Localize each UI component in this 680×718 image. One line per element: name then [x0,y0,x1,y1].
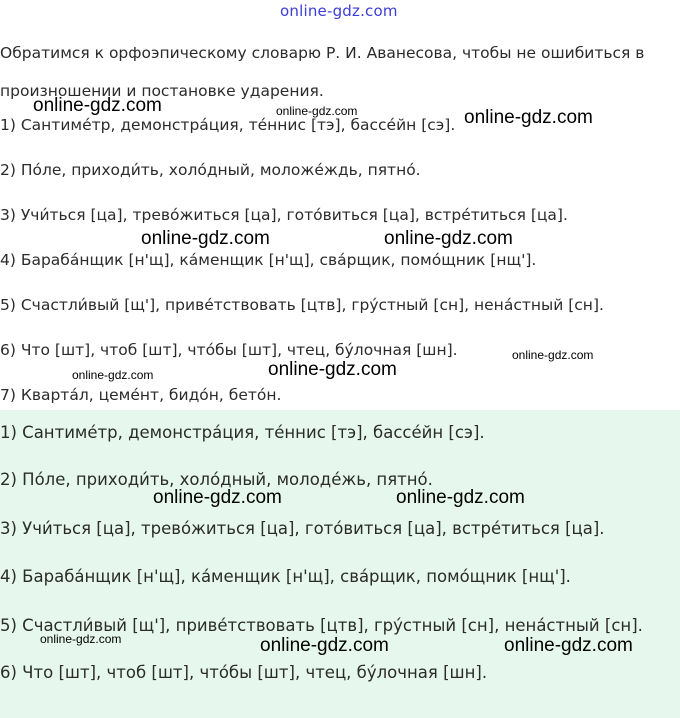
watermark: online-gdz.com [464,107,593,128]
site-header-link[interactable]: online-gdz.com [280,2,398,20]
answer-line-2: 2) По́ле, приходи́ть, холо́дный, молоде́жь, пятно́. [0,470,433,489]
watermark: online-gdz.com [40,632,122,646]
answer-line-1: 1) Сантиме́тр, демонстра́ция, те́ннис [тэ], бассе́йн [сэ]. [0,423,485,442]
watermark: online-gdz.com [33,95,162,116]
task-line-2: 2) По́ле, приходи́ть, холо́дный, моложе́ждь, пятно́. [0,161,421,179]
task-line-5: 5) Счастли́вый [щ'], приве́тствовать [цтв], гру́стный [сн], нена́стный [сн]. [0,296,604,314]
intro-paragraph: Обратимся к орфоэпическому словарю Р. И. Аванесова, чтобы не ошибиться в произношении и постановке ударения. [0,44,645,100]
watermark: online-gdz.com [153,487,282,508]
task-line-3: 3) Учи́ться [ца], трево́житься [ца], гото́виться [ца], встре́титься [ца]. [0,206,568,224]
task-line-1: 1) Сантиме́тр, демонстра́ция, те́ннис [тэ], бассе́йн [сэ]. [0,116,456,134]
watermark: online-gdz.com [512,348,594,362]
watermark: online-gdz.com [72,368,154,382]
watermark: online-gdz.com [504,635,633,656]
watermark: online-gdz.com [384,228,513,249]
watermark: online-gdz.com [396,487,525,508]
watermark: online-gdz.com [268,359,397,380]
task-line-6: 6) Что [шт], чтоб [шт], что́бы [шт], чтец, бу́лочная [шн]. [0,341,458,359]
task-line-4: 4) Бараба́нщик [н'щ], ка́менщик [н'щ], сва́рщик, помо́щник [нщ']. [0,251,537,269]
task-line-7: 7) Кварта́л, цеме́нт, бидо́н, бето́н. [0,386,282,404]
watermark: online-gdz.com [276,104,358,118]
watermark: online-gdz.com [141,228,270,249]
answer-line-4: 4) Бараба́нщик [н'щ], ка́менщик [н'щ], сва́рщик, помо́щник [нщ']. [0,567,571,586]
answer-line-5: 5) Счастли́вый [щ'], приве́тствовать [цтв], гру́стный [сн], нена́стный [сн]. [0,616,643,635]
answer-line-3: 3) Учи́ться [ца], трево́житься [ца], гото́виться [ца], встре́титься [ца]. [0,519,605,538]
answer-line-6: 6) Что [шт], чтоб [шт], что́бы [шт], чтец, бу́лочная [шн]. [0,663,488,682]
watermark: online-gdz.com [260,635,389,656]
